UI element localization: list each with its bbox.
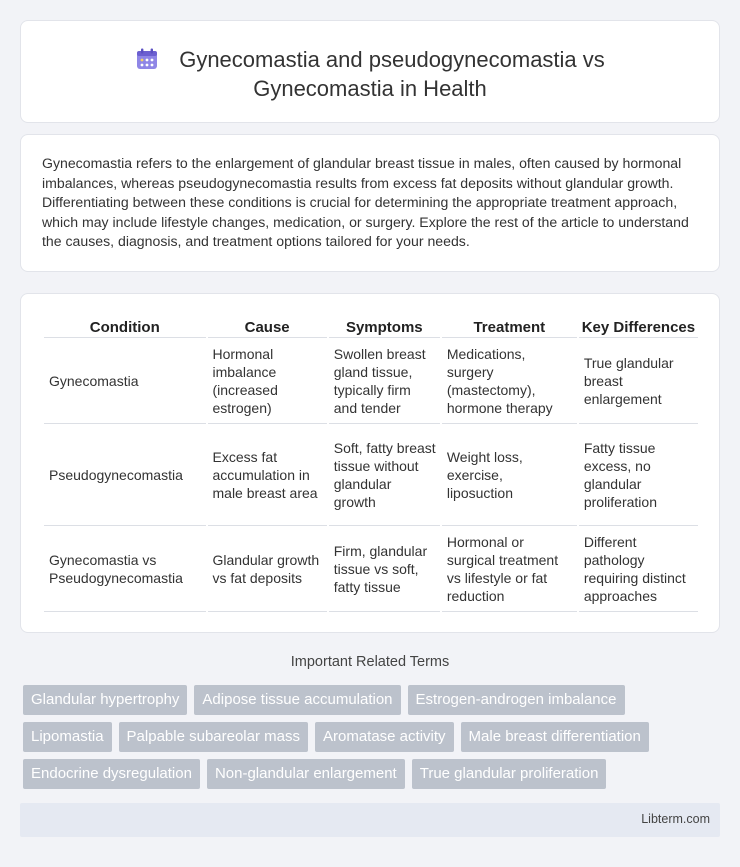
tag-row — [23, 722, 713, 759]
comparison-table-card — [20, 293, 720, 633]
table-row — [44, 338, 698, 424]
intro-paragraph: Gynecomastia refers to the enlargement of glandular breast tissue in males, often caused by hormonal imbalances, whereas pseudogynecomastia results from excess fat deposits without glandular growth. Differentiating between these conditions is crucial for determining the appropriate treatment approach, which may include lifestyle changes, medication, or surgery. Explore the rest of the article to understand the causes, diagnosis, and treatment options tailored for your needs. — [42, 155, 689, 250]
table-row — [44, 526, 698, 612]
tag-row — [23, 759, 713, 796]
cell-symptoms: Soft, fatty breast tissue without glandular growth — [329, 424, 440, 526]
title-card — [20, 20, 720, 123]
header-condition: Condition — [44, 316, 206, 338]
footer — [20, 803, 720, 837]
term-tag[interactable]: Palpable subareolar mass — [119, 722, 308, 752]
footer-site-link[interactable]: Libterm.com — [641, 812, 710, 826]
comparison-table — [42, 316, 700, 612]
cell-cause: Excess fat accumulation in male breast area — [208, 424, 327, 526]
related-terms-heading: Important Related Terms — [290, 654, 450, 670]
table-header-row — [44, 316, 698, 338]
term-tag[interactable]: Non-glandular enlargement — [207, 759, 405, 789]
term-tag[interactable]: Aromatase activity — [315, 722, 454, 752]
cell-symptoms: Swollen breast gland tissue, typically firm and tender — [329, 338, 440, 424]
title-line-1: Gynecomastia and pseudogynecomastia vs — [179, 47, 605, 72]
header-treatment: Treatment — [442, 316, 577, 338]
page-title — [21, 45, 719, 103]
cell-key-differences: Fatty tissue excess, no glandular proliferation — [579, 424, 698, 526]
term-tag[interactable]: Adipose tissue accumulation — [194, 685, 400, 715]
term-tag[interactable]: Male breast differentiation — [461, 722, 649, 752]
term-tag[interactable]: True glandular proliferation — [412, 759, 607, 789]
term-tag[interactable]: Estrogen-androgen imbalance — [408, 685, 625, 715]
table-row — [44, 424, 698, 526]
cell-cause: Hormonal imbalance (increased estrogen) — [208, 338, 327, 424]
header-symptoms: Symptoms — [329, 316, 440, 338]
tag-row — [23, 685, 713, 722]
cell-key-differences: Different pathology requiring distinct approaches — [579, 526, 698, 612]
cell-condition: Pseudogynecomastia — [44, 424, 206, 526]
cell-key-differences: True glandular breast enlargement — [579, 338, 698, 424]
intro-card — [20, 134, 720, 272]
cell-condition: Gynecomastia vs Pseudogynecomastia — [44, 526, 206, 612]
term-tag[interactable]: Glandular hypertrophy — [23, 685, 187, 715]
cell-cause: Glandular growth vs fat deposits — [208, 526, 327, 612]
cell-treatment: Medications, surgery (mastectomy), hormone therapy — [442, 338, 577, 424]
term-tag[interactable]: Endocrine dysregulation — [23, 759, 200, 789]
cell-treatment: Hormonal or surgical treatment vs lifestyle or fat reduction — [442, 526, 577, 612]
cell-symptoms: Firm, glandular tissue vs soft, fatty tissue — [329, 526, 440, 612]
cell-treatment: Weight loss, exercise, liposuction — [442, 424, 577, 526]
cell-condition: Gynecomastia — [44, 338, 206, 424]
title-line-2: Gynecomastia in Health — [253, 76, 487, 101]
header-cause: Cause — [208, 316, 327, 338]
term-tag[interactable]: Lipomastia — [23, 722, 112, 752]
related-terms-list — [23, 685, 713, 796]
header-key-differences: Key Differences — [579, 316, 698, 338]
calendar-icon — [135, 47, 159, 71]
